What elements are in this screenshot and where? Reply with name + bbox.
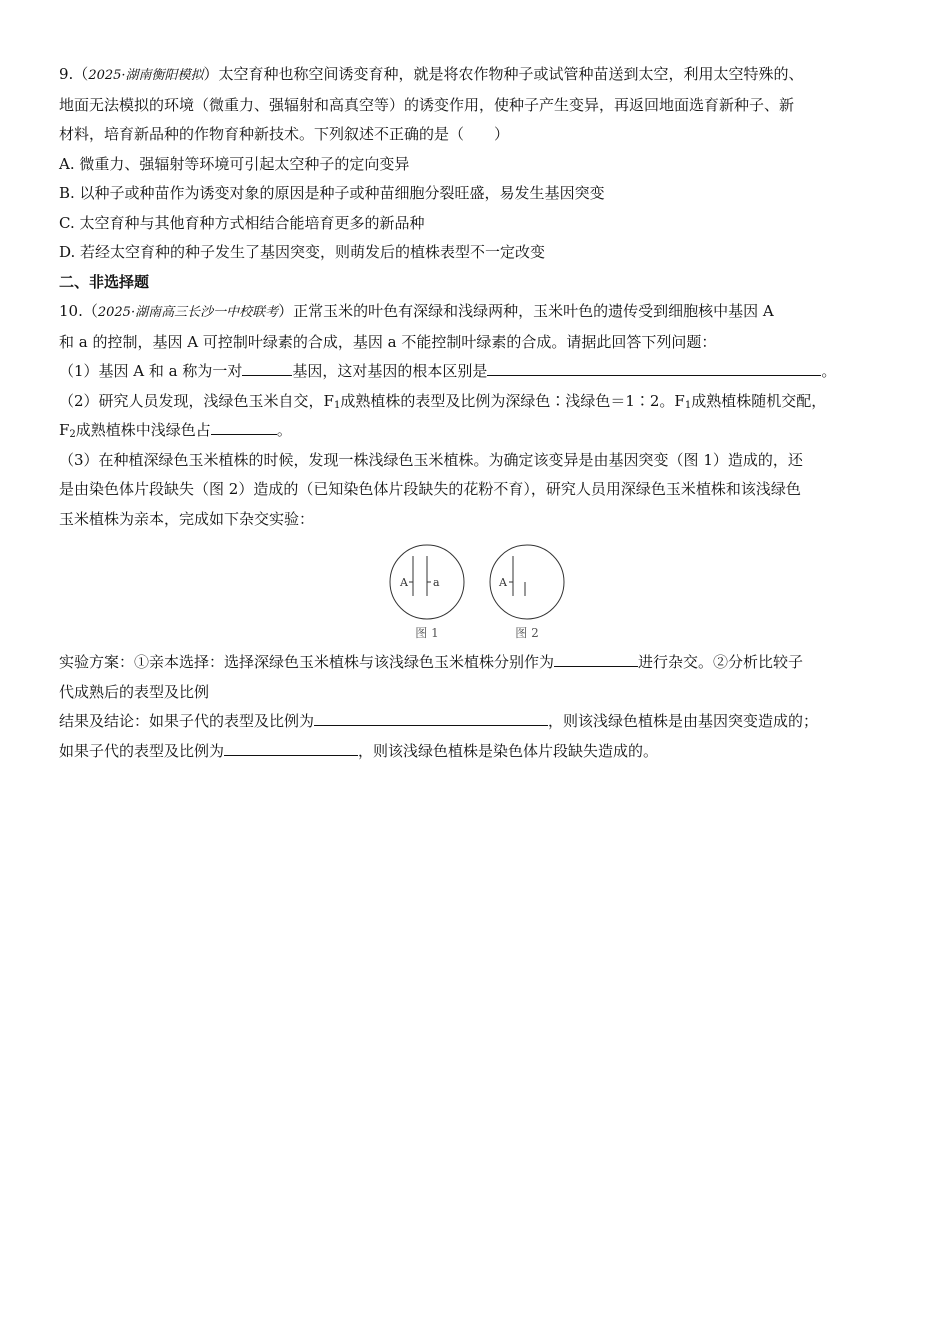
- q10-stem-line-2: 和 a 的控制，基因 A 可控制叶绿素的合成，基因 a 不能控制叶绿素的合成。请据此回答下列问题：: [59, 332, 717, 351]
- q10-result-line-2: [59, 737, 899, 767]
- q10-number: 10.（: [59, 302, 98, 320]
- q10-part-2-text-d: F: [59, 421, 70, 439]
- q9-option-a: A. 微重力、强辐射等环境可引起太空种子的定向变异: [59, 154, 410, 173]
- q10-result-1-text-a: 结果及结论：如果子代的表型及比例为: [59, 712, 315, 730]
- q10-part-2-text-c: 成熟植株随机交配，: [691, 391, 827, 410]
- q10-part-2-text-e: 成熟植株中浅绿色占: [75, 421, 211, 439]
- subscript-1: 1: [333, 399, 341, 411]
- answer-blank-allele-type[interactable]: [242, 359, 292, 376]
- q9-number: 9.（: [59, 65, 89, 83]
- q10-part-1-text-b: 基因，这对基因的根本区别是: [292, 362, 488, 380]
- q10-part-2-text-b: 成熟植株的表型及比例为深绿色∶浅绿色＝1∶2。F: [340, 391, 685, 410]
- q9-stem-line-1: [59, 60, 899, 91]
- chromosome-figures: [59, 542, 899, 642]
- q10-part-3-line-1: （3）在种植深绿色玉米植株的时候，发现一株浅绿色玉米植株。为确定该变异是由基因突变（图 1）造成的，还: [59, 450, 803, 469]
- q9-stem-line-2: 地面无法模拟的环境（微重力、强辐射和高真空等）的诱变作用，使种子产生变异，再返回地面选育新种子、新: [59, 95, 795, 114]
- q10-part-2-text-a: （2）研究人员发现，浅绿色玉米自交，F: [59, 391, 334, 410]
- figure-1-label-a: a: [433, 576, 440, 589]
- section-heading: 二、非选择题: [59, 272, 150, 291]
- q9-stem-line-3: 材料，培育新品种的作物育种新技术。下列叙述不正确的是（ ）: [59, 125, 510, 143]
- q10-plan-text-b: 进行杂交。②分析比较子: [638, 653, 804, 671]
- q10-source: 2025·湖南高三长沙一中校联考: [97, 305, 279, 320]
- q10-part-3-line-3: 玉米植株为亲本，完成如下杂交实验：: [59, 509, 315, 528]
- q10-part-2-line-1: [59, 387, 899, 417]
- q10-part-2-line-2: [59, 416, 899, 446]
- q10-result-line-1: [59, 707, 899, 737]
- figure-1-label-A: A: [400, 576, 408, 589]
- figure-1-caption: 图 1: [415, 626, 439, 640]
- subscript-2: 2: [69, 429, 76, 440]
- q10-stem-line-1: [59, 297, 899, 328]
- q9-source: 2025·湖南衡阳模拟: [88, 68, 204, 83]
- figure-2: [487, 542, 567, 641]
- answer-blank-allele-difference[interactable]: [487, 359, 821, 376]
- q9-stem-text: ）太空育种也称空间诱变育种，就是将农作物种子或试管种苗送到太空，利用太空特殊的、: [203, 65, 804, 83]
- q10-stem-text: ）正常玉米的叶色有深绿和浅绿两种，玉米叶色的遗传受到细胞核中基因 A: [278, 302, 774, 320]
- figure-2-cell-diagram: [487, 542, 567, 622]
- q10-result-2-text-a: 如果子代的表型及比例为: [59, 741, 225, 760]
- q10-part-1-text-c: 。: [821, 362, 837, 380]
- q10-part-2-text-f: 。: [276, 421, 292, 439]
- subscript-1b: 1: [684, 399, 692, 411]
- q10-result-1-text-b: ，则该浅绿色植株是由基因突变造成的；: [548, 712, 819, 730]
- q10-plan-line-2: 代成熟后的表型及比例: [59, 682, 210, 701]
- answer-blank-parent-roles[interactable]: [554, 650, 638, 667]
- q9-option-d: D. 若经太空育种的种子发生了基因突变，则萌发后的植株表型不一定改变: [59, 243, 546, 261]
- q9-option-c: C. 太空育种与其他育种方式相结合能培育更多的新品种: [59, 213, 425, 232]
- q10-plan-text-a: 实验方案：①亲本选择：选择深绿色玉米植株与该浅绿色玉米植株分别作为: [59, 653, 555, 671]
- q10-part-1-text-a: （1）基因 A 和 a 称为一对: [59, 362, 243, 380]
- document-page: [59, 60, 899, 766]
- figure-1: [387, 542, 467, 641]
- q9-option-b: B. 以种子或种苗作为诱变对象的原因是种子或种苗细胞分裂旺盛，易发生基因突变: [59, 184, 605, 202]
- answer-blank-deletion-ratio[interactable]: [224, 739, 358, 756]
- figure-1-cell-diagram: [387, 542, 467, 622]
- q10-result-2-text-b: ，则该浅绿色植株是染色体片段缺失造成的。: [358, 741, 659, 760]
- figure-2-caption: 图 2: [515, 626, 539, 640]
- q10-part-1: [59, 357, 899, 387]
- figure-2-label-A: A: [499, 576, 507, 589]
- answer-blank-f2-ratio[interactable]: [211, 418, 277, 435]
- q10-plan-line-1: [59, 648, 899, 678]
- q10-part-3-line-2: 是由染色体片段缺失（图 2）造成的（已知染色体片段缺失的花粉不育），研究人员用深绿色玉米植株和该浅绿色: [59, 480, 801, 498]
- answer-blank-mutation-ratio[interactable]: [314, 709, 548, 726]
